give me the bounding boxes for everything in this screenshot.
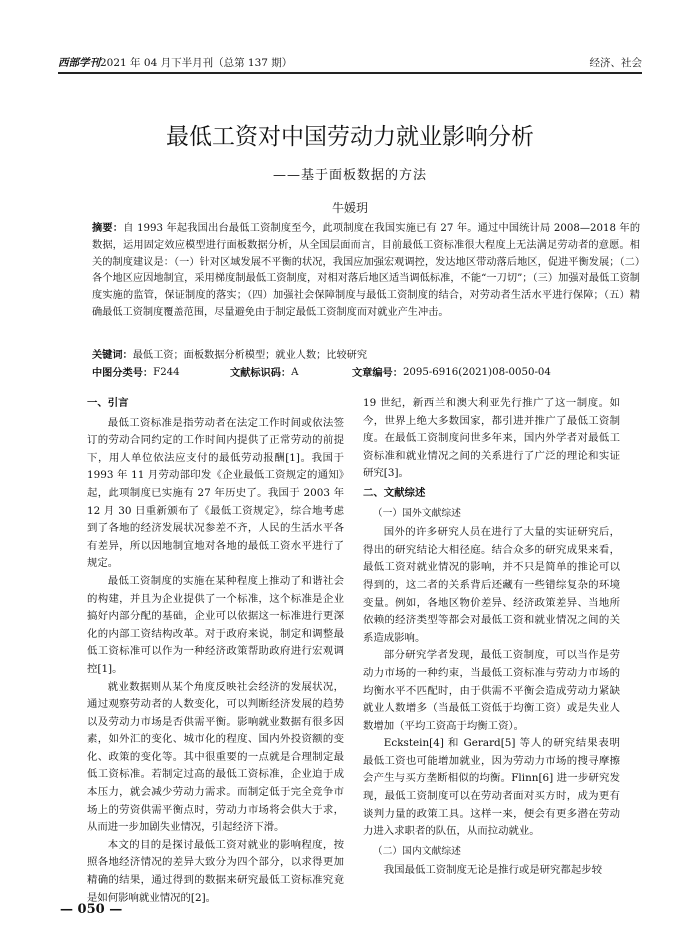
doc-code-value: A	[291, 366, 299, 378]
article-no-value: 2095-6916(2021)08-0050-04	[402, 366, 551, 378]
page-number: — 050 —	[60, 902, 123, 917]
clc-label: 中图分类号：	[92, 366, 154, 379]
abstract	[92, 220, 640, 322]
abstract-label: 摘要：	[92, 222, 124, 234]
paragraph: 最低工资制度的实施在某种程度上推动了和谐社会的构建，并且为企业提供了一个标准，这个标准是企业搞好内部分配的基础，企业可以依据这一标准进行更深化的内部工资结构改革。对于政府来说，制定和调整最低工资标准可以作为一种经济政策帮助政府进行宏观调控[1]。	[87, 574, 344, 675]
right-column	[363, 395, 620, 880]
paragraph: 最低工资标准是指劳动者在法定工作时间或依法签订的劳动合同约定的工作时间内提供了正常劳动的前提下，用人单位依法应支付的最低劳动报酬[1]。我国于1993 年 11 月劳动部印发《企业最低工资规定的通知》起，此项制度已实施有 27 年历史了。我国于 2003 年 12 月 30 日重新颁布了《最低工资规定》，综合地考虑到了各地的经济发展状况参差不齐，人民的生活水平各有差异，所以因地制宜地对各地的最低工资水平进行了规定。	[87, 416, 344, 570]
paragraph: 我国最低工资制度无论是推行或是研究都起步较	[383, 864, 602, 877]
keywords-row	[92, 347, 640, 365]
keywords-label: 关键词：	[92, 349, 133, 361]
paragraph: Eckstein[4] 和 Gerard[5] 等人的研究结果表明最低工资也可能增加就业，因为劳动力市场的搜寻摩擦会产生与买方垄断相似的均衡。Flinn[6] 进一步研究发现，最低工资制度可以在劳动者面对买方时，成为更有谈判力量的政策工具。这样一来，便会有更多潜在劳动力进入求职者的队伍，从而拉动就业。	[363, 737, 620, 838]
doc-code-field	[230, 365, 299, 383]
clc-value: F244	[153, 366, 180, 378]
issue-info: 2021 年 04 月下半月刊（总第 137 期）	[100, 57, 293, 69]
header-rule	[58, 72, 642, 74]
paragraph: 19 世纪，新西兰和澳大利亚先行推广了这一制度。如今，世界上绝大多数国家，都引进并推广了最低工资制度。在最低工资制度问世多年来，国内外学者对最低工资标准和就业情况之间的关系进行了广泛的理论和实证研究[3]。	[363, 397, 620, 480]
paragraph: 本文的目的是探讨最低工资对就业的影响程度，按照各地经济情况的差异大致分为四个部分，以求得更加精确的结果，通过得到的数据来研究最低工资标准究竟是如何影响就业情况的[2]。	[87, 838, 344, 904]
subsection-heading-foreign: （一）国外文献综述	[372, 507, 461, 519]
article-subtitle: ——基于面板数据的方法	[272, 168, 427, 183]
article-metadata	[92, 347, 640, 382]
article-title: 最低工资对中国劳动力就业影响分析	[166, 124, 534, 150]
left-column	[87, 395, 344, 907]
abstract-text: 自 1993 年起我国出台最低工资制度至今，此项制度在我国实施已有 27 年。通过中国统计局 2008—2018 年的数据，运用固定效应模型进行面板数据分析，从全国层面而言，目前最低工资标准很大程度上无法满足劳动者的意愿。相关的制度建议是：（一）针对区域发展不平衡的状况，我国应加强宏观调控，发达地区带动落后地区，促进平衡发展；（二）各个地区应因地制宜，采用梯度制最低工资制度，对相对落后地区适当调低标准，不能“一刀切”；（三）加强对最低工资制度实施的监管，保证制度的落实；（四）加强社会保障制度与最低工资制度的结合，对劳动者生活水平进行保障；（五）精确最低工资制度覆盖范围，尽量避免由于制定最低工资制度而对就业产生冲击。	[92, 223, 641, 318]
paragraph: 国外的许多研究人员在进行了大量的实证研究后，得出的研究结论大相径庭。结合众多的研究成果来看，最低工资对就业情况的影响，并不只是简单的推论可以得到的，这二者的关系背后还藏有一些错综复杂的环境变量。例如，各地区物价差异、经济政策差异、当地所依赖的经济类型等都会对最低工资和就业情况之间的关系造成影响。	[363, 526, 620, 644]
article-no-label: 文章编号：	[352, 366, 403, 379]
clc-field	[92, 365, 180, 383]
classification-row	[92, 365, 640, 382]
keywords: 最低工资；面板数据分析模型；就业人数；比较研究	[132, 350, 368, 361]
journal-logo: 西部学刊	[58, 57, 100, 69]
doc-code-label: 文献标识码：	[230, 366, 292, 379]
section-heading-literature: 二、文献综述	[363, 486, 426, 499]
subsection-heading-domestic: （二）国内文献综述	[372, 845, 461, 857]
paragraph: 就业数据则从某个角度反映社会经济的发展状况，通过观察劳动者的人数变化，可以判断经济发展的趋势以及劳动力市场是否供需平衡。影响就业数据有很多因素，如外汇的变化、城市化的程度、国内外投资额的变化、政策的变化等。其中很重要的一点就是合理制定最低工资标准。若制定过高的最低工资标准，企业迫于成本压力，就会减少劳动力需求。而制定低于完全竞争市场上的劳资供需平衡点时，劳动力市场将会供大于求，从而进一步加剧失业情况，引起经济下滑。	[87, 680, 344, 834]
journal-info	[58, 55, 292, 70]
article-author: 牛媛玥	[331, 201, 368, 215]
article-no-field	[352, 365, 551, 383]
section-heading-intro: 一、引言	[87, 397, 129, 409]
paragraph: 部分研究学者发现，最低工资制度，可以当作是劳动力市场的一种约束，当最低工资标准与劳动力市场的均衡水平不匹配时，由于供需不平衡会造成劳动力紧缺就业人数增多（当最低工资低于均衡工资）或是失业人数增加（平均工资高于均衡工资）。	[363, 649, 620, 732]
section-label: 经济、社会	[589, 57, 642, 69]
